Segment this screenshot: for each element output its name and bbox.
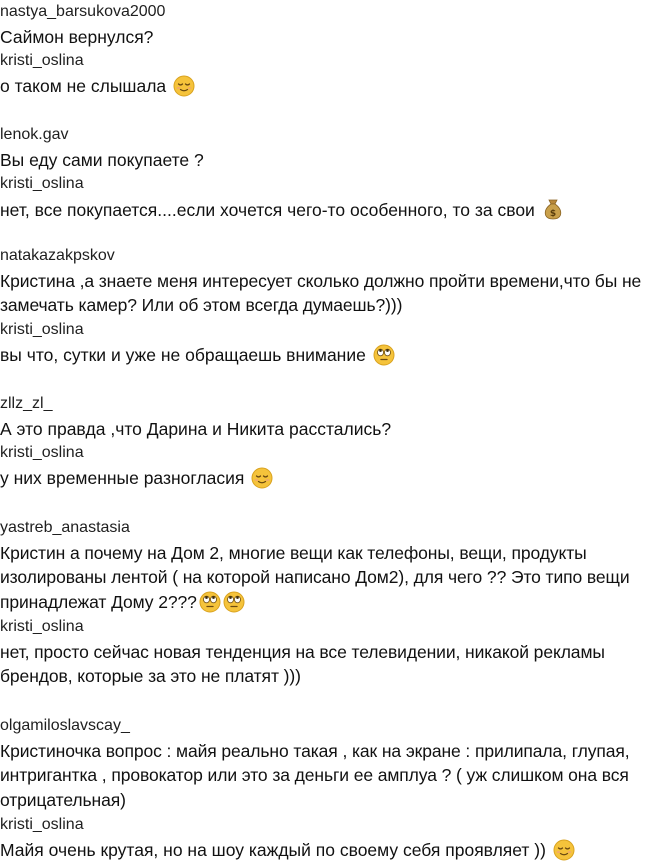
question-text: Саймон вернулся? [0,26,154,47]
question-username[interactable]: lenok.gav [0,126,69,143]
answer-text: о таком не слышала [0,76,167,97]
answer-text: у них временные разногласия [0,468,245,489]
face-with-rolling-eyes-icon [199,591,221,613]
relieved-face-icon [553,839,575,861]
answer-text: нет, просто сейчас новая тенденция на все телевидении, никакой рекламы брендов, которые за это не платят ))) [0,641,605,687]
qa-block [0,244,660,368]
answer-username[interactable]: kristi_oslina [0,815,84,833]
answer-username[interactable]: kristi_oslina [0,52,84,70]
relieved-face-icon [251,467,273,489]
answer-line [0,466,660,491]
question-text: Вы еду сами покупаете ? [0,149,204,170]
answer-username[interactable]: kristi_oslina [0,617,84,635]
relieved-face-icon [173,75,195,97]
qa-block [0,714,660,862]
face-with-rolling-eyes-icon [373,344,395,366]
money-bag-icon [542,197,564,221]
question-username[interactable]: nastya_barsukova2000 [0,3,166,20]
question-text: Кристиночка вопрос : майя реально такая , как на экране : прилипала, глупая, интригантка , провокатор или это за деньги ее амплуа ? ( уж слишком она вся отрицательная) [0,740,630,811]
answer-text: нет, все покупается....если хочется чего-то особенного, то за свои [0,200,535,221]
qa-block [0,392,660,491]
answer-text: Майя очень крутая, но на шоу каждый по своему себя проявляет )) [0,839,546,860]
answer-text: вы что, сутки и уже не обращаешь внимание [0,344,366,365]
qa-block [0,123,660,223]
question-username[interactable]: natakazakpskov [0,247,115,264]
question-text: А это правда ,что Дарина и Никита расстались? [0,418,392,439]
answer-line [0,838,660,862]
qa-block [0,0,660,99]
question-username[interactable]: zllz_zl_ [0,395,53,412]
answer-username[interactable]: kristi_oslina [0,321,84,339]
answer-line [0,74,660,99]
question-username[interactable]: yastreb_anastasia [0,519,130,536]
face-with-rolling-eyes-icon [223,591,245,613]
question-text: Кристина ,а знаете меня интересует сколько должно пройти времени,что бы не замечать камер? Или об этом всегда думаешь?))) [0,270,642,316]
svg-text:$: $ [549,209,556,220]
answer-line [0,343,660,368]
answer-username[interactable]: kristi_oslina [0,444,84,462]
answer-line [0,197,660,223]
question-text: Кристин а почему на Дом 2, многие вещи как телефоны, вещи, продукты изолированы лентой ( на которой написано Дом2), для чего ?? Это типо вещи принадлежат Дому 2??? [0,542,630,613]
question-username[interactable]: olgamiloslavscay_ [0,717,130,734]
qa-block [0,516,660,689]
question-line [0,541,655,615]
answer-username[interactable]: kristi_oslina [0,175,84,193]
